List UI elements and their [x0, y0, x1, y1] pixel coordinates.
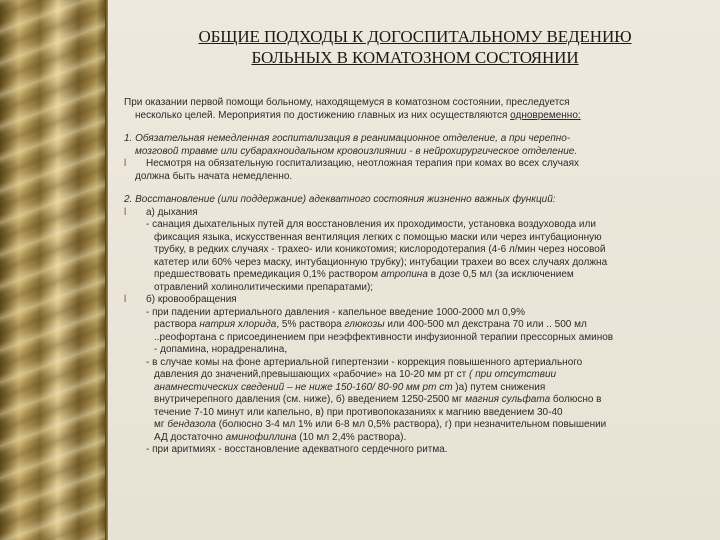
breathing-label: а) дыхания [146, 206, 198, 218]
breathing-line-2: фиксация языка, искусственная вентиляция легких с помощью маски или через интубационную [154, 231, 602, 243]
title-line-1: ОБЩИЕ ПОДХОДЫ К ДОГОСПИТАЛЬНОМУ ВЕДЕНИЮ [198, 27, 632, 46]
slide-title [110, 26, 720, 68]
section1-bullet-line-2: должна быть начата немедленно. [135, 170, 293, 182]
nacl-term: натрия хлорида [199, 319, 277, 330]
premed-text: предшествовать премедикация 0,1% раствором [154, 269, 381, 280]
magnesium-term: магния сульфата [465, 394, 551, 405]
t: или 400-500 мл декстрана 70 или .. 500 мл [384, 319, 587, 330]
t: )а) путем снижения [452, 381, 546, 393]
breathing-bullet [124, 207, 704, 220]
circ-a-line-4: - допамина, норадреналина, [154, 344, 288, 355]
section1-heading-1: 1. Обязательная немедленная госпитализация в реанимационное отделение, а при черепно- [124, 133, 571, 144]
section1-heading-2: мозговой травме или субарахноидальном кровоизлиянии - в нейрохирургическое отделение. [135, 145, 578, 157]
decorative-gold-border [0, 0, 105, 540]
circulation-bullet [124, 294, 704, 307]
t-it: анамнестических сведений – не ниже 150-160/ 80-90 мм рт ст [154, 381, 453, 393]
circ-b-line-3 [124, 382, 704, 395]
section1-bullet [124, 158, 704, 171]
section2-heading: 2. Восстановление (или поддержание) адекватного состояния жизненно важных функций: [124, 194, 556, 205]
circ-c-line-1: - при аритмиях - восстановление адекватного сердечного ритма. [146, 444, 448, 455]
circ-a-line-3: ..реофортана с присоединением при неэффективности инфузионной терапии прессорных аминов [154, 331, 614, 343]
circ-a-line-2 [124, 319, 704, 332]
t: раствора [154, 319, 200, 330]
circ-b-line-2 [124, 369, 704, 382]
t: мг [154, 419, 168, 430]
breathing-line-5 [124, 269, 704, 282]
t: АД достаточно [154, 431, 226, 443]
intro-text: несколько целей. Мероприятия по достижению главных из них осуществляются [135, 109, 511, 121]
t-it: ( при отсутствии [469, 369, 557, 380]
premed-dose: в дозе 0,5 мл (за исключением [427, 269, 574, 280]
t: внутричерепного давления (см. ниже), б) введением 1250-2500 мг [154, 394, 466, 405]
bendazol-term: бендазола [167, 419, 216, 430]
t: , 5% раствора [276, 319, 345, 330]
bullet-icon: l [124, 206, 127, 218]
circ-a-line-1: - при падении артериального давления - капельное введение 1000-2000 мл 0,9% [146, 306, 525, 318]
intro-line-1: При оказании первой помощи больному, находящемуся в коматозном состоянии, преследуется [124, 97, 570, 108]
t: болюсно в [550, 394, 602, 405]
atropine-term: атропина [380, 269, 428, 280]
circ-b-line-7 [124, 432, 704, 445]
section1-bullet-line-1: Несмотря на обязательную госпитализацию, неотложная терапия при комах во всех случаях [146, 158, 579, 169]
bullet-icon: l [124, 294, 127, 305]
circulation-label: б) кровообращения [146, 294, 237, 305]
circ-b-line-4 [124, 394, 704, 407]
intro-line-2 [124, 110, 704, 123]
slide-content [124, 97, 704, 457]
breathing-line-6: отравлений холинолитическими препаратами); [154, 281, 374, 293]
breathing-line-4: катетер или 60% через маску, интубационную трубку); интубации трахеи во всех случаях должна [154, 256, 608, 268]
title-line-2: БОЛЬНЫХ В КОМАТОЗНОМ СОСТОЯНИИ [251, 48, 579, 67]
border-edge [105, 0, 108, 540]
intro-underlined: одновременно: [510, 109, 581, 121]
circ-b-line-1: - в случае комы на фоне артериальной гипертензии - коррекция повышенного артериального [146, 356, 583, 368]
breathing-line-1: - санация дыхательных путей для восстановления их проходимости, установка воздуховода или [146, 219, 596, 230]
circ-b-line-6 [124, 419, 704, 432]
glucose-term: глюкозы [344, 319, 385, 330]
circ-b-line-5: течение 7-10 минут или капельно, в) при противопоказаниях к магнию введением 30-40 [154, 406, 563, 418]
aminophylline-term: аминофиллина [225, 431, 297, 443]
breathing-line-3: трубку, в редких случаях - трахео- или коникотомия; кислородотерапия (4-6 л/мин через носовой [154, 244, 606, 255]
t: давления до значений,превышающих «рабочие» на 10-20 мм рт ст [154, 369, 470, 380]
t: (болюсно 3-4 мл 1% или 6-8 мл 0,5% раствора), г) при незначительном повышении [215, 419, 607, 430]
t: (10 мл 2,4% раствора). [296, 431, 407, 443]
bullet-icon: l [124, 158, 127, 169]
